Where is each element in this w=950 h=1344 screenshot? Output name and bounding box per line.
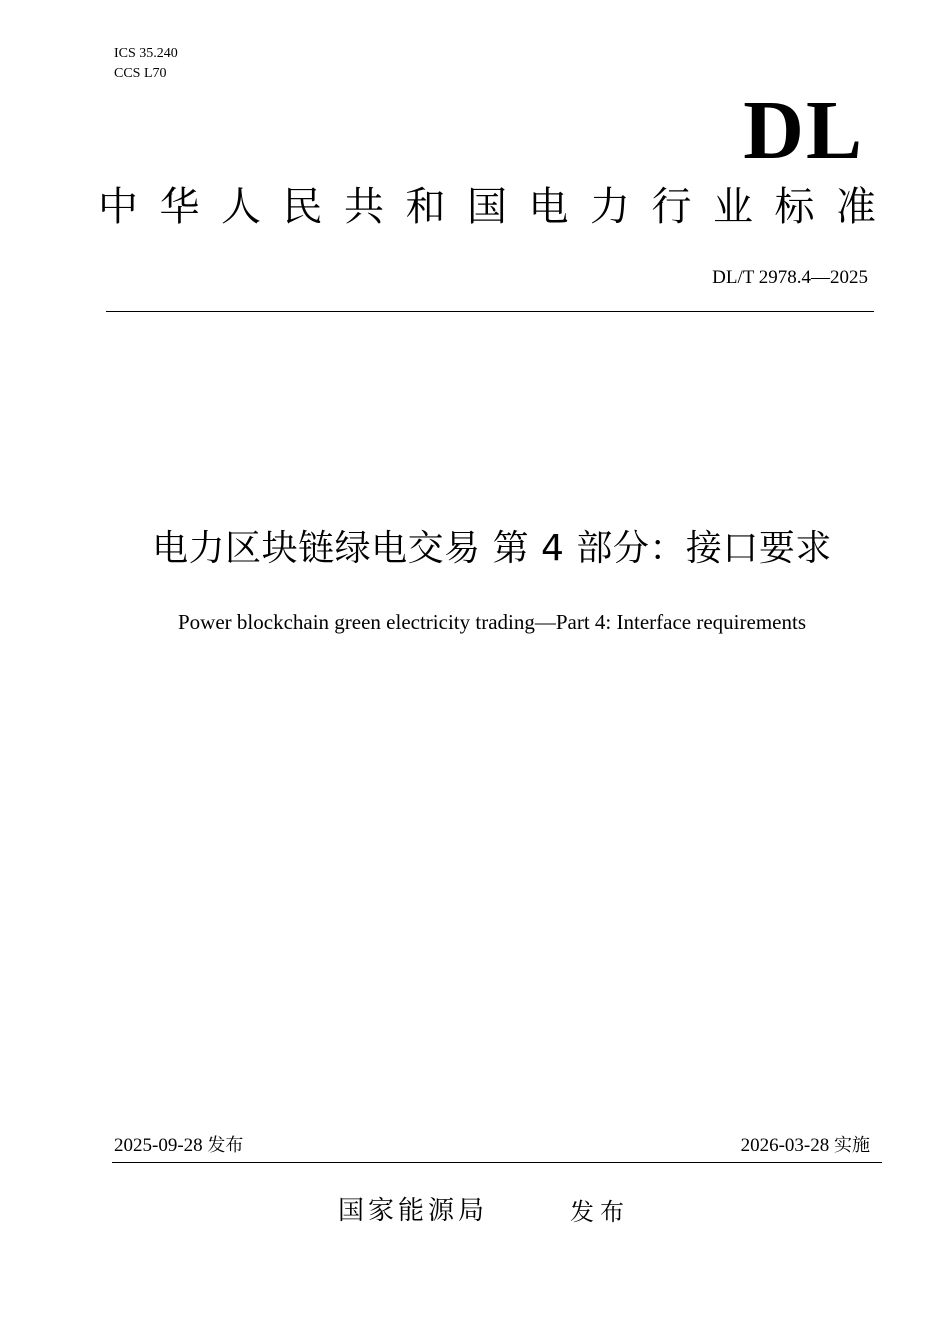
standard-number: DL/T 2978.4—2025 xyxy=(712,267,868,288)
standard-class-title: 中华人民共和国电力行业标准 xyxy=(98,184,876,230)
issue-date-line xyxy=(114,1133,243,1159)
issuer-name: 国家能源局 xyxy=(338,1196,489,1226)
document-title-english: Power blockchain green electricity trading—Part 4: Interface requirements xyxy=(178,610,806,634)
top-divider xyxy=(106,311,874,312)
ccs-code: CCS L70 xyxy=(114,66,167,81)
bottom-divider xyxy=(112,1162,882,1163)
ics-code: ICS 35.240 xyxy=(114,46,178,61)
issue-date: 2025-09-28 xyxy=(114,1135,203,1156)
implementation-label: 实施 xyxy=(834,1135,870,1156)
issue-label: 发布 xyxy=(207,1135,244,1156)
issuer-action: 发布 xyxy=(570,1198,630,1226)
dl-logo: DL xyxy=(743,84,864,177)
implementation-date-line xyxy=(741,1133,870,1159)
document-title-chinese: 电力区块链绿电交易 第 4 部分：接口要求 xyxy=(152,528,832,569)
implementation-date: 2026-03-28 xyxy=(740,1135,830,1156)
